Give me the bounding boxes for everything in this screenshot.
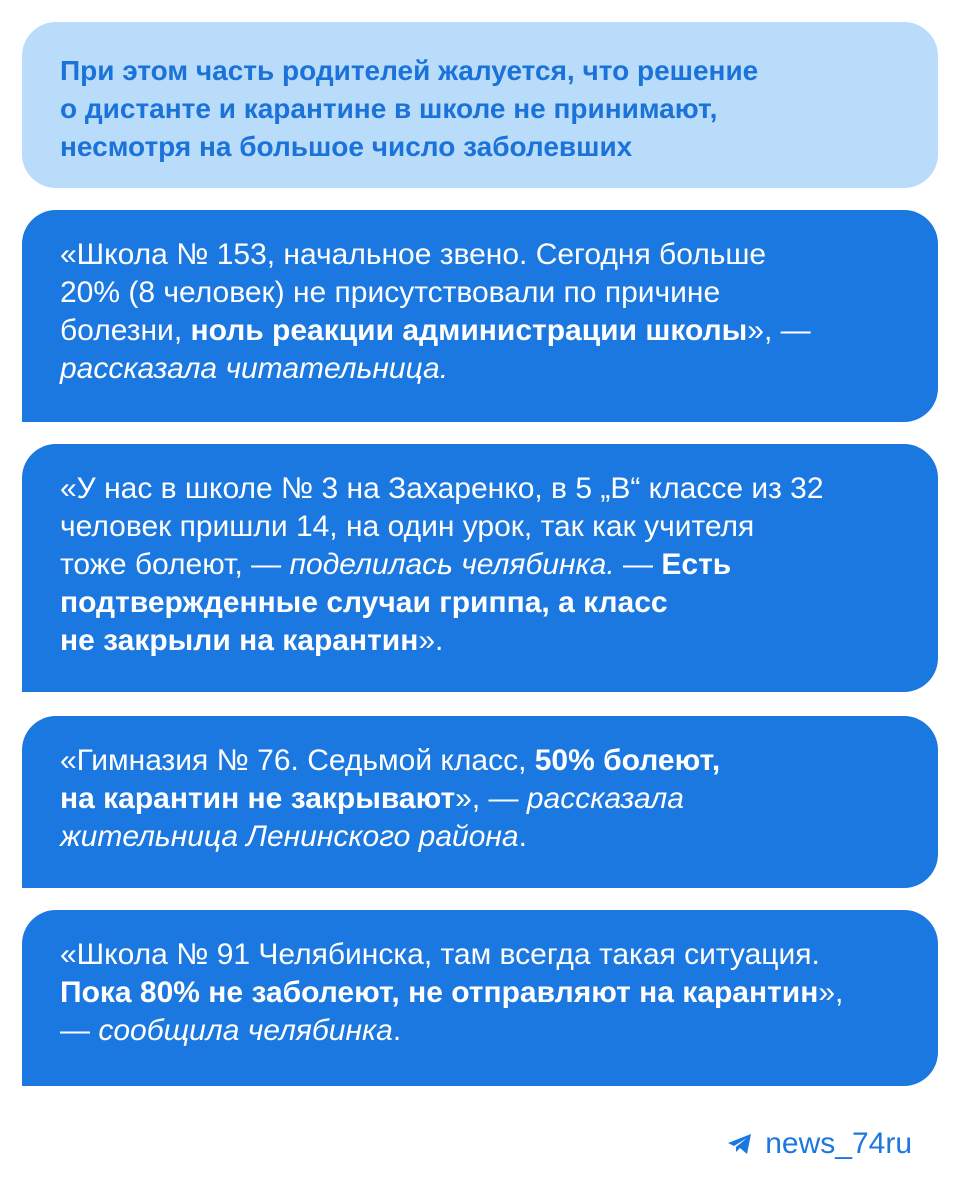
quote-line: тоже болеют, — [60,548,290,581]
quote-bubble-school-153 [22,210,938,422]
quote-bold: 50% болеют, [534,744,721,777]
quote-line: », — [455,782,527,815]
quote-line: «Гимназия № 76. Седьмой класс, [60,744,535,777]
intro-text [60,52,900,166]
quote-line: 20% (8 человек) не присутствовали по причине [60,276,721,309]
quote-attribution: рассказала читательница. [60,352,449,385]
quote-line: », [818,976,844,1009]
quote-bold: ноль реакции администрации школы [190,314,748,347]
quote-line: — [60,1014,99,1047]
quote-line: ». [418,624,444,657]
telegram-icon [727,1133,753,1155]
quote-attribution: рассказала [526,782,684,815]
quote-bold: Есть [661,548,732,581]
quote-bold: не закрыли на карантин [60,624,419,657]
quote-line: », — [747,314,811,347]
quote-line: . [392,1014,402,1047]
intro-bubble [22,22,938,188]
quote-attribution: сообщила челябинка [98,1014,393,1047]
quote-attribution: поделилась челябинка. [289,548,615,581]
quote-text [60,742,900,856]
quote-bold: на карантин не закрывают [60,782,456,815]
quote-line: . [518,820,527,853]
channel-signature [727,1126,912,1162]
intro-line-2: о дистанте и карантине в школе не принимают, [60,93,718,124]
quote-bold: подтвержденные случаи гриппа, а класс [60,586,668,619]
quote-line: «У нас в школе № 3 на Захаренко, в 5 „В“ классе из 32 [60,472,824,505]
quote-text [60,936,900,1050]
quote-line: «Школа № 153, начальное звено. Сегодня больше [60,238,767,271]
channel-handle[interactable]: news_74ru [765,1127,912,1160]
quote-line: «Школа № 91 Челябинска, там всегда такая ситуация. [60,938,820,971]
quote-bubble-gymnasium-76 [22,716,938,888]
quote-line: болезни, [60,314,191,347]
quote-line: человек пришли 14, на один урок, так как учителя [60,510,755,543]
quote-bubble-school-3 [22,444,938,692]
intro-line-1: При этом часть родителей жалуется, что решение [60,55,759,86]
intro-line-3: несмотря на большое число заболевших [60,131,633,162]
quote-text [60,236,900,388]
quote-text [60,470,900,660]
quote-bold: Пока 80% не заболеют, не отправляют на карантин [60,976,819,1009]
quote-attribution: жительница Ленинского района [60,820,519,853]
quote-bubble-school-91 [22,910,938,1086]
quote-line: — [614,548,662,581]
